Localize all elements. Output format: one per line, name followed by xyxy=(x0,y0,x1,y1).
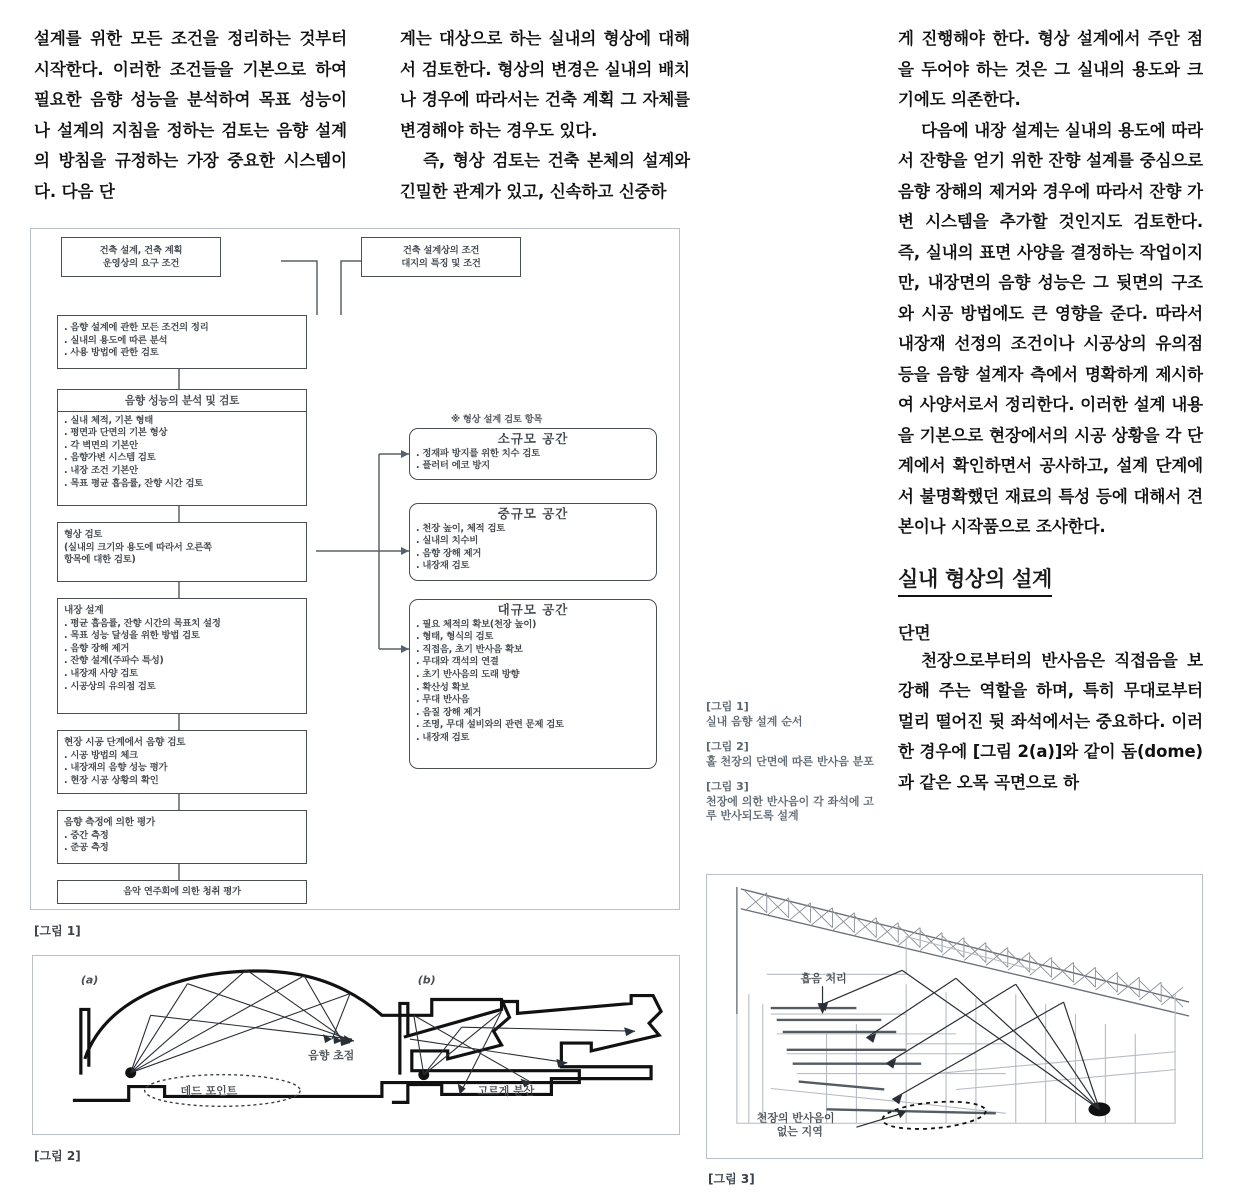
balcony-tiers xyxy=(771,1008,996,1113)
flow-item: . 실내의 용도에 따른 분석 xyxy=(64,335,300,348)
flow-item: . 천장 높이, 체적 검토 xyxy=(416,523,650,536)
figure-caption-2-text: 홀 천장의 단면에 따른 반사음 분포 xyxy=(706,754,874,768)
flow-item: . 음향 설계에 관한 모든 조건의 정리 xyxy=(64,322,300,335)
flow-item: . 각 벽면의 기본안 xyxy=(64,440,300,453)
paragraph: 계는 대상으로 하는 실내의 형상에 대해서 검토한다. 형상의 변경은 실내의 배치나 경우에 따라서는 건축 계획 그 자체를 변경해야 하는 경우도 있다. xyxy=(400,29,690,140)
figure-3-hall-section-drawing xyxy=(707,875,1202,1158)
flow-item: . 현장 시공 상황의 확인 xyxy=(64,775,300,788)
flow-node-small-space-title: 소규모 공간 xyxy=(497,431,569,446)
flow-item: . 정재파 방지를 위한 치수 검토 xyxy=(416,448,650,461)
flow-node-medium-space-title: 중규모 공간 xyxy=(497,506,569,521)
flow-node-shape-review-line3: 항목에 대한 검토) xyxy=(64,554,136,566)
figure-3-frame xyxy=(706,874,1203,1159)
flow-node-large-space xyxy=(409,599,657,769)
flow-node-site-conditions xyxy=(361,237,521,277)
flow-item: . 평면과 단면의 기본 형상 xyxy=(64,427,300,440)
flow-node-medium-space xyxy=(409,503,657,581)
paragraph: 다음에 내장 설계는 실내의 용도에 따라서 잔향을 얻기 위한 잔향 설계를 중심으로 음향 장해의 제거와 경우에 따라서 잔향 가변 시스템을 추가할 것인지도 검토한다. 즉, 실내의 표면 사양을 결정하는 작업이지만, 내장면의 음향 성능은 그 뒷면의 구조와 시공 방법에도 큰 영향을 준다. 따라서 내장재 선정의 조건이나 시공상의 유의점 등을 음향 설계자 측에서 명확하게 제시하여 사양서로서 정리한다. 이러한 설계 내용을 기본으로 현장에서의 시공 상황을 각 단계에서 확인하면서 공사하고, 설계 단계에서 불명확했던 재료의 특성 등에 대해서 견본이나 시작품으로 조사한다. xyxy=(898,120,1203,536)
section-heading: 실내 형상의 설계 xyxy=(898,563,1052,597)
flow-node-performance-analysis-items xyxy=(64,415,300,491)
figure-2-panel-b xyxy=(392,974,661,1103)
figure-3-no-reflection-label-line2: 없는 지역 xyxy=(776,1125,823,1139)
sub-heading: 단면 xyxy=(898,623,931,644)
flow-item: . 사용 방법에 관한 검토 xyxy=(64,347,300,360)
flow-item: . 시공 방법의 체크 xyxy=(64,750,300,763)
figure-1-frame xyxy=(30,228,680,910)
paragraph: 게 진행해야 한다. 형상 설계에서 주안 점을 두어야 하는 것은 그 실내의 용도와 크기에도 의존한다. xyxy=(898,29,1203,109)
flow-item: . 내장재의 음향 성능 평가 xyxy=(64,762,300,775)
figure-2-panel-b-label: (b) xyxy=(417,973,436,987)
figure-3-no-reflection-label-line1: 천장의 반사음이 xyxy=(756,1111,835,1125)
flow-node-site-construction-review xyxy=(57,730,307,794)
figure-caption-list xyxy=(706,700,882,835)
flow-item: . 무대 반사음 xyxy=(416,694,650,707)
flow-node-medium-space-items xyxy=(416,523,650,573)
flow-node-acoustic-measurement-title: 음향 측정에 의한 평가 xyxy=(64,817,156,828)
flow-node-acoustic-measurement-items xyxy=(64,830,300,855)
flow-item: . 시공상의 유의점 검토 xyxy=(64,681,300,694)
flow-node-small-space xyxy=(409,428,657,480)
flow-node-site-construction-review-items xyxy=(64,750,300,788)
flow-item: . 음향 장해 제거 xyxy=(416,548,650,561)
figure-caption-2-label: [그림 2] xyxy=(706,740,749,753)
flow-node-shape-review-line1: 형상 검토 xyxy=(64,529,103,540)
flow-node-shape-review xyxy=(57,522,307,582)
flow-node-acoustic-measurement xyxy=(57,810,307,864)
flow-node-site-construction-review-title: 현장 시공 단계에서 음향 검토 xyxy=(64,737,186,748)
figure-caption-1 xyxy=(706,700,882,729)
flow-node-interior-design-items xyxy=(64,618,300,694)
figure-2-frame xyxy=(32,955,680,1135)
flow-node-large-space-title: 대규모 공간 xyxy=(497,602,569,617)
flow-node-site-conditions-line2: 대지의 특징 및 조건 xyxy=(401,257,481,269)
figure-caption-3-text: 천장에 의한 반사음이 각 좌석에 고루 반사되도록 설계 xyxy=(706,794,874,822)
figure-2-caption: [그림 2] xyxy=(34,1149,81,1163)
text-column-2 xyxy=(400,24,690,207)
text-column-3 xyxy=(898,24,1203,798)
flow-item: . 음향 장해 제거 xyxy=(64,643,300,656)
flow-node-condition-summary xyxy=(57,315,307,369)
flow-item: . 목표 평균 흡음률, 잔향 시간 검토 xyxy=(64,478,300,491)
flow-node-concert-evaluation-text: 음악 연주회에 의한 청취 평가 xyxy=(123,886,241,897)
flow-node-small-space-items xyxy=(416,448,650,473)
flow-item: . 확산성 확보 xyxy=(416,682,650,695)
flow-item: . 평균 흡음률, 잔향 시간의 목표치 설정 xyxy=(64,618,300,631)
flow-node-performance-analysis xyxy=(57,389,307,506)
figure-2-panel-a-label: (a) xyxy=(80,973,99,987)
flow-item: . 준공 측정 xyxy=(64,842,300,855)
truss-webbing xyxy=(745,891,1183,1007)
flow-item: . 필요 체적의 확보(천장 높이) xyxy=(416,619,650,632)
figure-3-absorption-label: 흡음 처리 xyxy=(800,972,847,986)
flow-node-concert-evaluation xyxy=(57,880,307,904)
flow-item: . 실내의 치수비 xyxy=(416,535,650,548)
flowchart-acoustic-design-process xyxy=(31,229,681,911)
flowchart-note: ※ 형상 설계 검토 항목 xyxy=(451,414,543,425)
flow-node-site-conditions-line1: 건축 설계상의 조건 xyxy=(402,245,480,256)
paragraph: 천장으로부터의 반사음은 직접음을 보강해 주는 역할을 하며, 특히 무대로부터 멀리 떨어진 뒷 좌석에서는 중요하다. 이러한 경우에 [그림 2(a)]와 같이 돔(dome)과 같은 오목 곡면으로 하 xyxy=(898,650,1203,792)
paragraph: 즉, 형상 검토는 건축 본체의 설계와 긴밀한 관계가 있고, 신속하고 신중하 xyxy=(400,151,690,201)
flow-item: . 중간 측정 xyxy=(64,830,300,843)
flow-node-requirements-line1: 건축 설계, 건축 계획 xyxy=(99,245,183,256)
flow-node-requirements-line2: 운영상의 요구 조건 xyxy=(102,257,180,269)
flow-node-performance-analysis-title: 음향 성능의 분석 및 검토 xyxy=(58,395,306,412)
flow-item: . 목표 성능 달성을 위한 방법 검토 xyxy=(64,630,300,643)
flow-item: . 내장 조건 기본안 xyxy=(64,465,300,478)
flow-node-condition-summary-items xyxy=(64,322,300,360)
flow-item: . 내장재 사양 검토 xyxy=(64,668,300,681)
figure-2-focus-label: 음향 초점 xyxy=(308,1048,355,1062)
flow-item: . 조명, 무대 설비와의 관련 문제 검토 xyxy=(416,719,650,732)
figure-2-hall-sections xyxy=(33,956,679,1134)
flow-node-interior-design-title: 내장 설계 xyxy=(64,605,104,616)
flow-node-requirements xyxy=(61,237,221,277)
flow-item: . 내장재 검토 xyxy=(416,732,650,745)
figure-caption-3 xyxy=(706,780,882,824)
flow-item: . 내장재 검토 xyxy=(416,560,650,573)
figure-caption-1-label: [그림 1] xyxy=(706,700,749,713)
flow-item: . 형태, 형식의 검토 xyxy=(416,631,650,644)
figure-caption-2 xyxy=(706,740,882,769)
flow-item: . 초기 반사음의 도래 방향 xyxy=(416,669,650,682)
flow-item: . 플러터 에코 방지 xyxy=(416,460,650,473)
hall-interior-structure xyxy=(737,937,1175,1124)
figure-2-diffusion-label: 고르게 분산 xyxy=(477,1084,535,1098)
flow-item: . 무대와 객석의 연결 xyxy=(416,656,650,669)
figure-2-dead-point-label: 데드 포인트 xyxy=(180,1084,238,1098)
flow-item: . 잔향 설계(주파수 특성) xyxy=(64,655,300,668)
figure-caption-3-label: [그림 3] xyxy=(706,780,749,793)
figure-1-caption: [그림 1] xyxy=(34,924,81,938)
flow-item: . 직접음, 초기 반사음 확보 xyxy=(416,644,650,657)
flow-node-interior-design xyxy=(57,598,307,714)
flow-item: . 실내 체적, 기본 형태 xyxy=(64,415,300,428)
text-column-1 xyxy=(34,24,347,207)
paragraph: 설계를 위한 모든 조건을 정리하는 것부터 시작한다. 이러한 조건들을 기본으로 하여 필요한 음향 성능을 분석하여 목표 성능이나 설계의 지침을 정하는 검토는 음향 설계의 방침을 규정하는 가장 중요한 시스템이다. 다음 단 xyxy=(34,29,347,201)
flow-item: . 음향가변 시스템 검토 xyxy=(64,452,300,465)
flow-item: . 음질 장해 제거 xyxy=(416,707,650,720)
figure-caption-1-text: 실내 음향 설계 순서 xyxy=(706,714,803,728)
flow-node-large-space-items xyxy=(416,619,650,745)
figure-3-caption: [그림 3] xyxy=(708,1172,755,1186)
flow-node-shape-review-line2: (실내의 크기와 용도에 따라서 오른쪽 xyxy=(64,541,212,553)
